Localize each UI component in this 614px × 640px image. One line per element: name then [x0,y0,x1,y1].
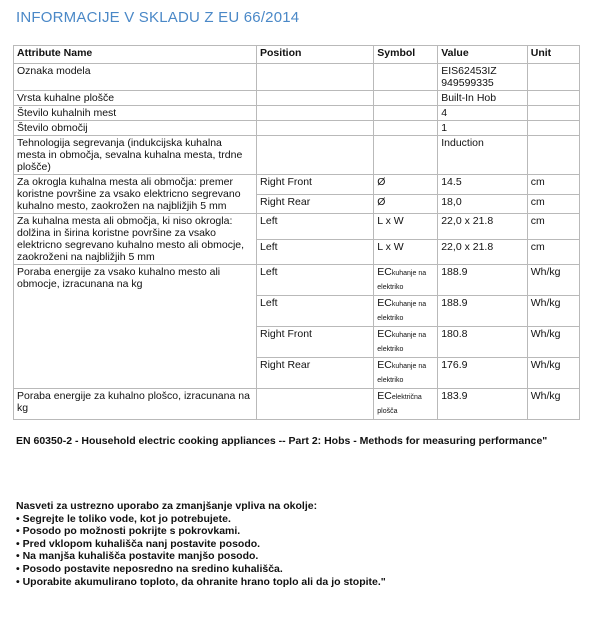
cell-unit: cm [527,239,579,265]
cell-unit: Wh/kg [527,358,579,389]
list-item: • Segrejte le toliko vode, kot jo potrebujete. [16,513,386,526]
cell-unit [527,64,579,91]
table-row [14,389,580,420]
cell-position: Left [257,296,374,327]
cell-attribute-name: Oznaka modela [14,64,257,91]
table-row [14,91,580,106]
cell-position [257,121,374,136]
symbol-main: EC [377,297,392,309]
symbol-subscript: kuhanje na elektriko [377,301,427,322]
tips-heading: Nasveti za ustrezno uporabo za zmanjšanje vpliva na okolje: [16,500,318,512]
table-row [14,265,580,296]
cell-position: Left [257,239,374,265]
cell-value: 176.9 [438,358,528,389]
symbol-main: Ø [377,176,386,188]
cell-position: Right Rear [257,194,374,214]
table-header-row [14,46,580,64]
cell-attribute-name: Število kuhalnih mest [14,106,257,121]
table-row [14,136,580,175]
symbol-main: EC [377,328,392,340]
cell-attribute-name: Za kuhalna mesta ali območja, ki niso okrogla: dolžina in širina koristne površine za vsako elektricno segrevano kuhalno mesto ali obmocje, zaokroženi na najbližjih 5 mm [14,214,257,265]
symbol-main: Ø [377,195,386,208]
cell-symbol [374,136,438,175]
cell-unit: Wh/kg [527,389,579,420]
cell-unit: cm [527,175,579,195]
header-attribute-name: Attribute Name [14,46,257,64]
cell-symbol [374,327,438,358]
cell-symbol [374,121,438,136]
cell-value: 188.9 [438,265,528,296]
cell-value: 4 [438,106,528,121]
header-unit: Unit [527,46,579,64]
cell-position [257,106,374,121]
table-row [14,64,580,91]
cell-symbol [374,358,438,389]
cell-position [257,136,374,175]
cell-value: 180.8 [438,327,528,358]
cell-value: 22,0 x 21.8 [438,214,528,240]
cell-position: Right Front [257,327,374,358]
symbol-main: EC [377,390,392,402]
cell-symbol [374,91,438,106]
cell-value: Built-In Hob [438,91,528,106]
table-body [14,64,580,420]
list-item: • Na manjša kuhališča postavite manjšo posodo. [16,550,386,563]
symbol-main: EC [377,266,392,278]
cell-unit: cm [527,194,579,214]
table-row [14,106,580,121]
cell-unit: cm [527,214,579,240]
cell-attribute-name: Vrsta kuhalne plošče [14,91,257,106]
list-item: • Pred vklopom kuhališča nanj postavite posodo. [16,538,386,551]
cell-position: Left [257,214,374,240]
symbol-subscript: kuhanje na elektriko [377,363,427,384]
cell-symbol [374,194,438,214]
list-item: • Uporabite akumulirano toploto, da ohranite hrano toplo ali da jo stopite." [16,576,386,589]
cell-unit [527,121,579,136]
table-row [14,175,580,195]
list-item: • Posodo po možnosti pokrijte s pokrovkami. [16,525,386,538]
header-symbol: Symbol [374,46,438,64]
cell-attribute-name: Poraba energije za kuhalno plošco, izracunana na kg [14,389,257,420]
table-row [14,214,580,240]
list-item: • Posodo postavite neposredno na sredino kuhališča. [16,563,386,576]
cell-attribute-name: Število območij [14,121,257,136]
cell-unit: Wh/kg [527,296,579,327]
cell-position [257,389,374,420]
cell-value: 188.9 [438,296,528,327]
cell-symbol [374,296,438,327]
cell-symbol [374,175,438,195]
symbol-main: EC [377,359,392,371]
environment-tips [16,500,386,588]
cell-position: Left [257,265,374,296]
cell-symbol [374,106,438,121]
cell-value: 14.5 [438,175,528,195]
cell-value: 22,0 x 21.8 [438,239,528,265]
cell-attribute-name: Tehnologija segrevanja (indukcijska kuhalna mesta in območja, sevalna kuhalna mesta, trdne plošče) [14,136,257,175]
header-position: Position [257,46,374,64]
cell-unit: Wh/kg [527,265,579,296]
product-info-table [13,45,580,420]
cell-value: 1 [438,121,528,136]
cell-attribute-name: Za okrogla kuhalna mesta ali območja: premer koristne površine za vsako elektricno segrevano kuhalno mesto, zaokrožen na najbližjih 5 mm [14,175,257,214]
cell-attribute-name: Poraba energije za vsako kuhalno mesto ali obmocje, izracunana na kg [14,265,257,389]
cell-value: 18,0 [438,194,528,214]
symbol-subscript: kuhanje na elektriko [377,270,427,291]
cell-position [257,64,374,91]
header-value: Value [438,46,528,64]
cell-unit [527,136,579,175]
symbol-main: L x W [377,240,404,253]
cell-value: EIS62453IZ 949599335 [438,64,528,91]
cell-symbol [374,214,438,240]
symbol-main: L x W [377,215,404,227]
cell-symbol [374,389,438,420]
symbol-subscript: kuhanje na elektriko [377,332,427,353]
cell-unit [527,106,579,121]
cell-position: Right Rear [257,358,374,389]
cell-unit [527,91,579,106]
standard-reference: EN 60350-2 - Household electric cooking appliances -- Part 2: Hobs - Methods for measuring performance" [16,435,548,447]
cell-symbol [374,239,438,265]
cell-value: 183.9 [438,389,528,420]
cell-position [257,91,374,106]
cell-symbol [374,265,438,296]
cell-symbol [374,64,438,91]
cell-value: Induction [438,136,528,175]
page-title: INFORMACIJE V SKLADU Z EU 66/2014 [16,9,300,26]
symbol-subscript: električna plošča [377,394,422,415]
table-row [14,121,580,136]
cell-unit: Wh/kg [527,327,579,358]
tips-list [16,513,386,589]
cell-position: Right Front [257,175,374,195]
